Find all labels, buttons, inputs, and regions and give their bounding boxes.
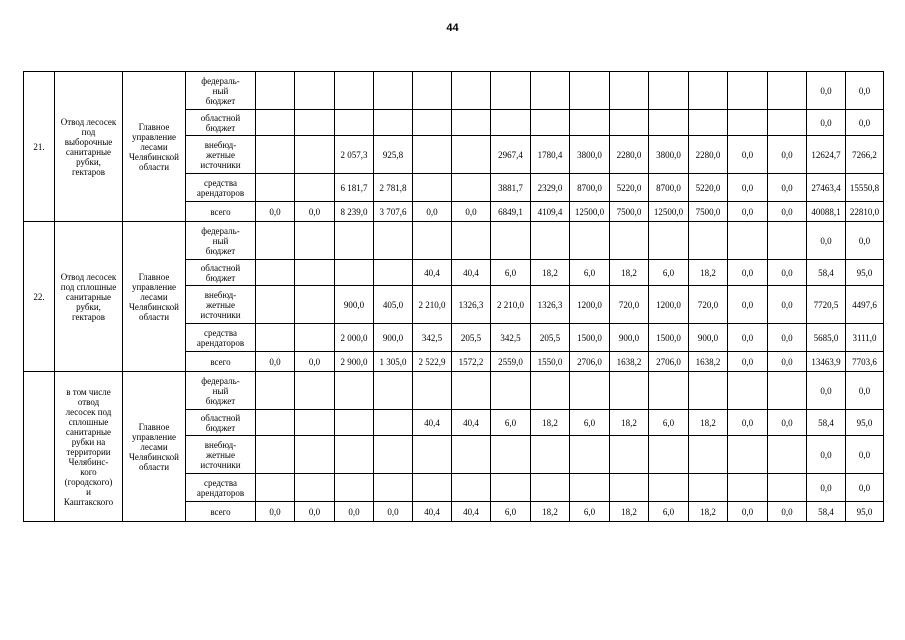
funding-source: внебюд- жетные источники	[186, 286, 256, 324]
funding-source: всего	[186, 352, 256, 372]
value-cell: 18,2	[610, 410, 649, 436]
value-cell: 58,4	[807, 502, 846, 522]
value-cell: 342,5	[413, 324, 452, 352]
value-cell	[610, 474, 649, 502]
value-cell: 7500,0	[610, 202, 649, 222]
value-cell	[610, 436, 649, 474]
value-cell: 720,0	[689, 286, 728, 324]
funding-source: средства арендаторов	[186, 474, 256, 502]
value-cell: 0,0	[413, 202, 452, 222]
value-cell: 900,0	[374, 324, 413, 352]
value-cell	[374, 474, 413, 502]
value-cell: 2280,0	[689, 136, 728, 174]
value-cell	[491, 474, 531, 502]
row-index: 21.	[24, 72, 55, 222]
value-cell	[374, 372, 413, 410]
value-cell	[491, 436, 531, 474]
value-cell	[531, 72, 570, 110]
value-cell	[570, 474, 610, 502]
value-cell	[570, 372, 610, 410]
value-cell: 0,0	[728, 502, 768, 522]
value-cell: 3800,0	[649, 136, 689, 174]
value-cell	[768, 222, 807, 260]
value-cell: 205,5	[452, 324, 491, 352]
funding-source: областной бюджет	[186, 260, 256, 286]
value-cell: 0,0	[768, 174, 807, 202]
value-cell	[295, 324, 335, 352]
value-cell: 6,0	[491, 502, 531, 522]
value-cell	[413, 174, 452, 202]
value-cell: 4109,4	[531, 202, 570, 222]
value-cell: 40,4	[452, 410, 491, 436]
value-cell: 7703,6	[846, 352, 884, 372]
value-cell	[768, 372, 807, 410]
value-cell	[374, 260, 413, 286]
value-cell: 12500,0	[570, 202, 610, 222]
value-cell	[570, 436, 610, 474]
value-cell: 1500,0	[649, 324, 689, 352]
value-cell	[256, 260, 295, 286]
value-cell: 2 210,0	[413, 286, 452, 324]
forest-program-table	[23, 71, 884, 522]
value-cell: 0,0	[728, 352, 768, 372]
table-row	[24, 372, 884, 410]
value-cell: 6,0	[649, 260, 689, 286]
value-cell: 4497,6	[846, 286, 884, 324]
value-cell: 7266,2	[846, 136, 884, 174]
value-cell: 15550,8	[846, 174, 884, 202]
value-cell	[452, 474, 491, 502]
value-cell	[728, 372, 768, 410]
value-cell: 40,4	[452, 260, 491, 286]
value-cell	[256, 110, 295, 136]
funding-source: федераль- ный бюджет	[186, 372, 256, 410]
value-cell	[295, 436, 335, 474]
value-cell: 13463,9	[807, 352, 846, 372]
value-cell: 18,2	[610, 502, 649, 522]
value-cell: 18,2	[531, 502, 570, 522]
value-cell	[335, 410, 374, 436]
value-cell	[295, 110, 335, 136]
value-cell: 0,0	[256, 502, 295, 522]
value-cell: 18,2	[689, 502, 728, 522]
value-cell: 1326,3	[531, 286, 570, 324]
value-cell: 0,0	[728, 286, 768, 324]
value-cell: 0,0	[807, 222, 846, 260]
value-cell	[452, 174, 491, 202]
value-cell: 0,0	[768, 136, 807, 174]
value-cell: 0,0	[846, 222, 884, 260]
value-cell: 3881,7	[491, 174, 531, 202]
responsible-org: Главное управление лесами Челябинской области	[123, 372, 186, 522]
value-cell	[256, 474, 295, 502]
value-cell	[295, 286, 335, 324]
value-cell	[413, 222, 452, 260]
value-cell	[256, 72, 295, 110]
value-cell	[452, 136, 491, 174]
value-cell: 2280,0	[610, 136, 649, 174]
value-cell: 5220,0	[610, 174, 649, 202]
value-cell: 0,0	[807, 72, 846, 110]
value-cell: 0,0	[846, 436, 884, 474]
value-cell	[335, 222, 374, 260]
value-cell	[256, 410, 295, 436]
value-cell: 0,0	[846, 372, 884, 410]
value-cell	[256, 324, 295, 352]
value-cell: 0,0	[335, 502, 374, 522]
funding-source: внебюд- жетные источники	[186, 436, 256, 474]
value-cell: 0,0	[295, 202, 335, 222]
value-cell: 0,0	[295, 352, 335, 372]
value-cell	[491, 372, 531, 410]
value-cell: 2706,0	[570, 352, 610, 372]
value-cell	[531, 110, 570, 136]
value-cell	[374, 110, 413, 136]
value-cell: 95,0	[846, 260, 884, 286]
value-cell	[335, 260, 374, 286]
value-cell	[335, 436, 374, 474]
funding-source: средства арендаторов	[186, 324, 256, 352]
value-cell: 6,0	[570, 410, 610, 436]
value-cell	[335, 110, 374, 136]
value-cell	[689, 474, 728, 502]
value-cell: 0,0	[728, 202, 768, 222]
funding-source: всего	[186, 202, 256, 222]
value-cell: 6,0	[570, 260, 610, 286]
value-cell	[452, 436, 491, 474]
value-cell: 0,0	[768, 324, 807, 352]
value-cell	[452, 110, 491, 136]
value-cell: 405,0	[374, 286, 413, 324]
value-cell: 0,0	[256, 202, 295, 222]
funding-source: средства арендаторов	[186, 174, 256, 202]
value-cell: 7720,5	[807, 286, 846, 324]
value-cell: 205,5	[531, 324, 570, 352]
value-cell: 925,8	[374, 136, 413, 174]
responsible-org: Главное управление лесами Челябинской области	[123, 72, 186, 222]
value-cell: 6,0	[649, 410, 689, 436]
value-cell: 1 305,0	[374, 352, 413, 372]
value-cell	[452, 372, 491, 410]
value-cell: 0,0	[768, 352, 807, 372]
value-cell: 58,4	[807, 410, 846, 436]
row-index	[24, 372, 55, 522]
value-cell: 18,2	[689, 260, 728, 286]
value-cell	[256, 436, 295, 474]
value-cell	[649, 110, 689, 136]
value-cell: 0,0	[768, 260, 807, 286]
value-cell: 0,0	[846, 72, 884, 110]
value-cell: 5685,0	[807, 324, 846, 352]
value-cell	[295, 410, 335, 436]
value-cell	[295, 474, 335, 502]
value-cell	[689, 72, 728, 110]
value-cell: 6,0	[649, 502, 689, 522]
activity-name: в том числе отвод лесосек под сплошные санитарные рубки на территории Челябинс- кого (городского) и Каштакского	[55, 372, 123, 522]
value-cell: 0,0	[256, 352, 295, 372]
value-cell: 95,0	[846, 502, 884, 522]
value-cell: 27463,4	[807, 174, 846, 202]
funding-source: федераль- ный бюджет	[186, 222, 256, 260]
value-cell	[768, 436, 807, 474]
value-cell	[413, 110, 452, 136]
value-cell: 8700,0	[570, 174, 610, 202]
value-cell: 8 239,0	[335, 202, 374, 222]
value-cell: 12624,7	[807, 136, 846, 174]
value-cell: 2329,0	[531, 174, 570, 202]
value-cell: 0,0	[728, 260, 768, 286]
value-cell	[374, 72, 413, 110]
value-cell: 0,0	[846, 110, 884, 136]
value-cell	[531, 436, 570, 474]
value-cell	[570, 110, 610, 136]
value-cell: 1200,0	[570, 286, 610, 324]
value-cell: 0,0	[728, 410, 768, 436]
value-cell	[295, 260, 335, 286]
value-cell	[413, 136, 452, 174]
value-cell: 900,0	[610, 324, 649, 352]
value-cell: 1780,4	[531, 136, 570, 174]
value-cell: 6,0	[491, 260, 531, 286]
value-cell: 1572,2	[452, 352, 491, 372]
value-cell	[689, 372, 728, 410]
value-cell: 95,0	[846, 410, 884, 436]
row-index: 22.	[24, 222, 55, 372]
value-cell: 0,0	[807, 110, 846, 136]
value-cell: 0,0	[295, 502, 335, 522]
value-cell	[531, 222, 570, 260]
value-cell: 2559,0	[491, 352, 531, 372]
value-cell: 1638,2	[689, 352, 728, 372]
page-number: 44	[446, 22, 459, 34]
value-cell	[335, 474, 374, 502]
value-cell: 40,4	[413, 502, 452, 522]
value-cell: 720,0	[610, 286, 649, 324]
value-cell: 0,0	[768, 410, 807, 436]
value-cell	[768, 110, 807, 136]
value-cell	[649, 474, 689, 502]
value-cell: 0,0	[728, 136, 768, 174]
value-cell: 0,0	[807, 436, 846, 474]
responsible-org: Главное управление лесами Челябинской области	[123, 222, 186, 372]
value-cell: 900,0	[689, 324, 728, 352]
value-cell	[413, 72, 452, 110]
funding-source: всего	[186, 502, 256, 522]
table-row	[24, 222, 884, 260]
value-cell: 2 210,0	[491, 286, 531, 324]
value-cell	[491, 72, 531, 110]
value-cell	[728, 72, 768, 110]
value-cell: 2 522,9	[413, 352, 452, 372]
value-cell: 40,4	[452, 502, 491, 522]
value-cell	[768, 474, 807, 502]
value-cell	[256, 136, 295, 174]
value-cell	[610, 110, 649, 136]
value-cell	[768, 72, 807, 110]
value-cell: 1200,0	[649, 286, 689, 324]
value-cell	[728, 222, 768, 260]
value-cell: 2967,4	[491, 136, 531, 174]
value-cell: 342,5	[491, 324, 531, 352]
value-cell	[491, 110, 531, 136]
value-cell: 0,0	[728, 324, 768, 352]
value-cell: 40088,1	[807, 202, 846, 222]
value-cell: 0,0	[846, 474, 884, 502]
value-cell: 1550,0	[531, 352, 570, 372]
value-cell: 6 181,7	[335, 174, 374, 202]
value-cell	[570, 222, 610, 260]
value-cell: 3800,0	[570, 136, 610, 174]
funding-source: внебюд- жетные источники	[186, 136, 256, 174]
value-cell	[531, 474, 570, 502]
value-cell: 0,0	[807, 474, 846, 502]
value-cell: 2 000,0	[335, 324, 374, 352]
value-cell: 2 781,8	[374, 174, 413, 202]
value-cell	[256, 372, 295, 410]
value-cell: 6,0	[570, 502, 610, 522]
value-cell	[610, 72, 649, 110]
value-cell: 0,0	[452, 202, 491, 222]
value-cell: 2706,0	[649, 352, 689, 372]
value-cell	[649, 222, 689, 260]
value-cell	[295, 136, 335, 174]
value-cell: 58,4	[807, 260, 846, 286]
value-cell	[295, 372, 335, 410]
value-cell	[256, 222, 295, 260]
value-cell	[413, 474, 452, 502]
table-row	[24, 72, 884, 110]
value-cell: 6849,1	[491, 202, 531, 222]
value-cell	[649, 72, 689, 110]
value-cell	[610, 372, 649, 410]
value-cell	[728, 110, 768, 136]
value-cell: 2 900,0	[335, 352, 374, 372]
activity-name: Отвод лесосек под сплошные санитарные рубки, гектаров	[55, 222, 123, 372]
value-cell	[413, 436, 452, 474]
activity-name: Отвод лесосек под выборочные санитарные рубки, гектаров	[55, 72, 123, 222]
value-cell	[335, 372, 374, 410]
value-cell: 0,0	[768, 502, 807, 522]
value-cell: 0,0	[374, 502, 413, 522]
value-cell	[374, 436, 413, 474]
funding-source: федераль- ный бюджет	[186, 72, 256, 110]
value-cell: 3 707,6	[374, 202, 413, 222]
value-cell	[256, 286, 295, 324]
value-cell	[689, 110, 728, 136]
value-cell	[649, 436, 689, 474]
value-cell	[610, 222, 649, 260]
funding-source: областной бюджет	[186, 410, 256, 436]
value-cell: 7500,0	[689, 202, 728, 222]
value-cell: 6,0	[491, 410, 531, 436]
value-cell	[256, 174, 295, 202]
value-cell: 1500,0	[570, 324, 610, 352]
value-cell: 8700,0	[649, 174, 689, 202]
value-cell: 18,2	[689, 410, 728, 436]
value-cell	[728, 436, 768, 474]
value-cell: 18,2	[610, 260, 649, 286]
value-cell: 2 057,3	[335, 136, 374, 174]
value-cell: 40,4	[413, 260, 452, 286]
value-cell: 18,2	[531, 260, 570, 286]
value-cell	[570, 72, 610, 110]
value-cell	[295, 72, 335, 110]
value-cell: 0,0	[768, 202, 807, 222]
funding-source: областной бюджет	[186, 110, 256, 136]
value-cell	[413, 372, 452, 410]
value-cell: 0,0	[768, 286, 807, 324]
value-cell	[295, 174, 335, 202]
value-cell: 12500,0	[649, 202, 689, 222]
value-cell	[728, 474, 768, 502]
value-cell	[452, 222, 491, 260]
value-cell: 0,0	[728, 174, 768, 202]
value-cell: 1638,2	[610, 352, 649, 372]
value-cell: 5220,0	[689, 174, 728, 202]
value-cell	[374, 222, 413, 260]
value-cell: 18,2	[531, 410, 570, 436]
value-cell	[452, 72, 491, 110]
value-cell	[295, 222, 335, 260]
value-cell: 0,0	[807, 372, 846, 410]
value-cell	[335, 72, 374, 110]
value-cell	[649, 372, 689, 410]
value-cell	[491, 222, 531, 260]
value-cell: 3111,0	[846, 324, 884, 352]
value-cell	[374, 410, 413, 436]
value-cell: 22810,0	[846, 202, 884, 222]
value-cell: 40,4	[413, 410, 452, 436]
value-cell: 1326,3	[452, 286, 491, 324]
value-cell	[689, 436, 728, 474]
value-cell: 900,0	[335, 286, 374, 324]
value-cell	[531, 372, 570, 410]
value-cell	[689, 222, 728, 260]
